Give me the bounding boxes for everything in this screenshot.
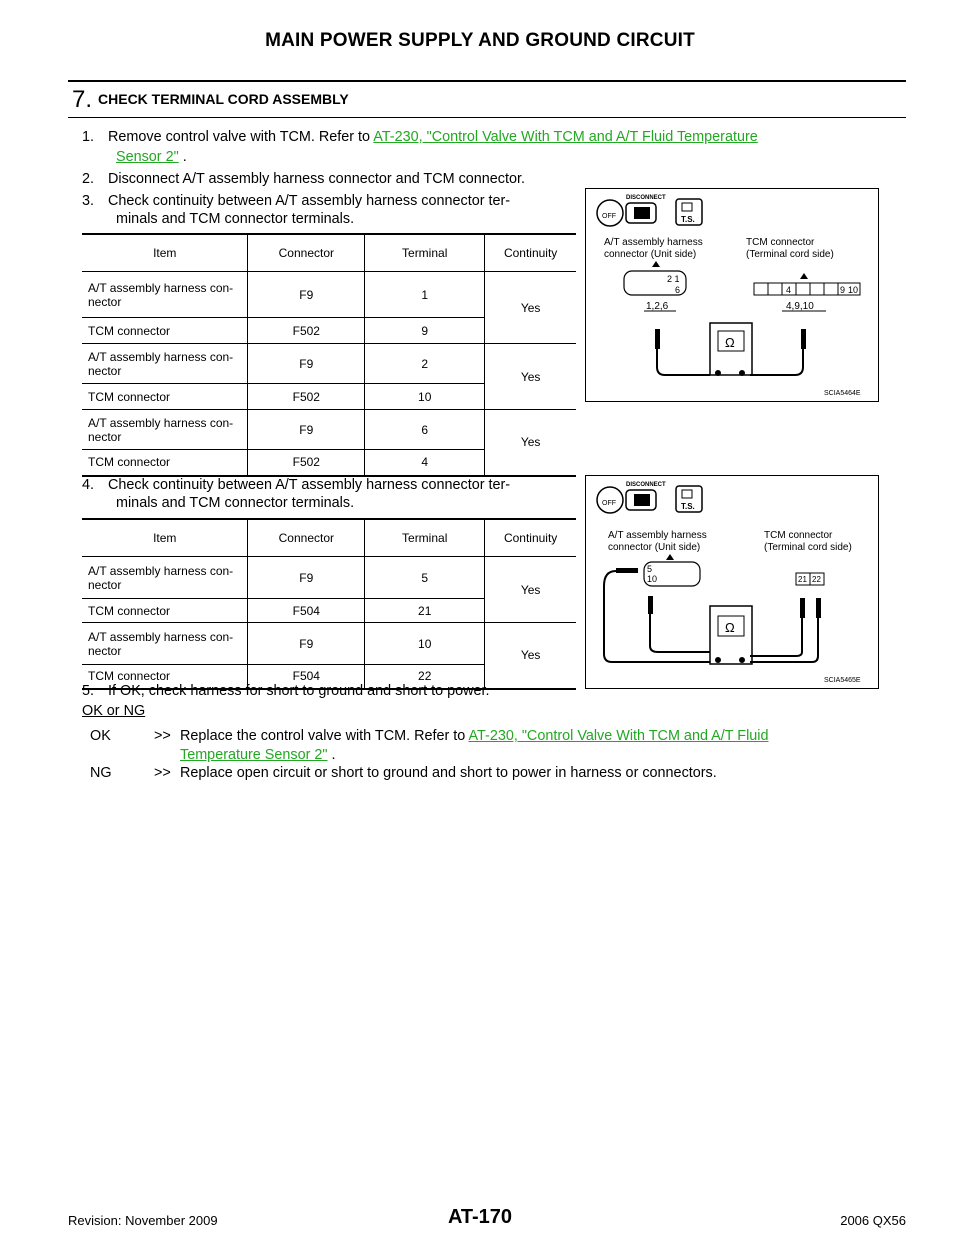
wiring-diagram-2 (585, 475, 879, 689)
page-title: MAIN POWER SUPPLY AND GROUND CIRCUIT (265, 30, 695, 51)
cell-continuity: Yes (485, 410, 576, 476)
cell-item: TCM connector (82, 318, 248, 344)
cell-item: A/T assembly harness con- nector (82, 623, 248, 665)
instruction-4-text: Check continuity between A/T assembly harness connector ter- (108, 477, 511, 493)
col-terminal: Terminal (365, 519, 485, 557)
svg-text:5: 5 (647, 564, 653, 574)
svg-text:DISCONNECT: DISCONNECT (626, 195, 666, 201)
result-ng-code: NG (90, 765, 112, 781)
svg-text:connector (Unit side): connector (Unit side) (604, 249, 697, 260)
cell-continuity: Yes (485, 272, 576, 344)
cell-item: A/T assembly harness con- nector (82, 410, 248, 450)
link-control-valve[interactable]: AT-230, "Control Valve With TCM and A/T Fluid Temperature (373, 129, 758, 145)
cell-terminal: 10 (365, 623, 485, 665)
instruction-4-number: 4. (82, 477, 95, 493)
cell-connector: F502 (248, 450, 365, 476)
instruction-2-number: 2. (82, 171, 95, 187)
cell-connector: F9 (248, 410, 365, 450)
result-ng (90, 764, 890, 784)
instruction-3-cont: minals and TCM connector terminals. (116, 211, 355, 227)
instruction-5-text: If OK, check harness for short to ground and short to power. (108, 683, 490, 699)
svg-text:22: 22 (812, 575, 821, 584)
link-control-valve-ok[interactable]: AT-230, "Control Valve With TCM and A/T Fluid (468, 728, 769, 744)
svg-text:(Terminal cord side): (Terminal cord side) (746, 249, 834, 260)
cell-item: A/T assembly harness con- nector (82, 557, 248, 599)
cell-terminal: 4 (365, 450, 485, 476)
cell-terminal: 1 (365, 272, 485, 318)
instruction-3-text: Check continuity between A/T assembly harness connector ter- (108, 193, 511, 209)
svg-text:6: 6 (675, 285, 681, 295)
instruction-1-number: 1. (82, 129, 95, 145)
cell-continuity: Yes (485, 623, 576, 689)
cell-item: A/T assembly harness con- nector (82, 344, 248, 384)
col-connector: Connector (248, 519, 365, 557)
link-control-valve-ok-cont[interactable]: Temperature Sensor 2" (180, 747, 328, 763)
title-divider (68, 80, 906, 82)
svg-text:T.S.: T.S. (681, 502, 695, 511)
cell-connector: F9 (248, 344, 365, 384)
instruction-1-text: Remove control valve with TCM. Refer to (108, 129, 371, 145)
cell-item: TCM connector (82, 599, 248, 623)
cell-item: TCM connector (82, 450, 248, 476)
result-ok-text: Replace the control valve with TCM. Refer to AT-230, "Control Valve With TCM and A/T Fluid (180, 728, 769, 744)
result-ng-text: Replace open circuit or short to ground and short to power in harness or connectors. (180, 765, 717, 781)
step-title: CHECK TERMINAL CORD ASSEMBLY (98, 91, 349, 107)
svg-text:(Terminal cord side): (Terminal cord side) (764, 542, 852, 553)
instruction-4-cont: minals and TCM connector terminals. (116, 495, 355, 511)
cell-item: TCM connector (82, 384, 248, 410)
result-ok-code: OK (90, 728, 111, 744)
svg-text:Ω: Ω (725, 620, 735, 635)
svg-text:TCM connector: TCM connector (764, 530, 833, 541)
instruction-4 (82, 476, 510, 495)
svg-text:1,2,6: 1,2,6 (646, 301, 669, 312)
cell-terminal: 6 (365, 410, 485, 450)
svg-text:10: 10 (848, 285, 859, 295)
disconnect-connector-icon (597, 195, 666, 226)
svg-text:A/T assembly harness: A/T assembly harness (604, 237, 703, 248)
svg-text:4,9,10: 4,9,10 (786, 301, 814, 312)
cell-terminal: 10 (365, 384, 485, 410)
table-row (82, 272, 576, 318)
cell-connector: F504 (248, 599, 365, 623)
cell-connector: F502 (248, 318, 365, 344)
test-probe-icon (676, 486, 702, 512)
cell-item: TCM connector (82, 665, 248, 689)
col-terminal: Terminal (365, 234, 485, 272)
cell-continuity: Yes (485, 344, 576, 410)
svg-text:4: 4 (786, 285, 792, 295)
result-ok (90, 727, 890, 767)
svg-text:2 1: 2 1 (667, 274, 680, 284)
cell-connector: F502 (248, 384, 365, 410)
col-continuity: Continuity (485, 234, 576, 272)
footer-model: 2006 QX56 (840, 1213, 906, 1228)
cell-terminal: 21 (365, 599, 485, 623)
cell-terminal: 2 (365, 344, 485, 384)
continuity-table-1 (82, 233, 576, 477)
cell-terminal: 22 (365, 665, 485, 689)
disconnect-connector-icon (597, 482, 666, 513)
cell-connector: F9 (248, 272, 365, 318)
svg-text:TCM connector: TCM connector (746, 237, 815, 248)
test-probe-icon (676, 199, 702, 225)
svg-text:OFF: OFF (602, 500, 616, 507)
svg-text:10: 10 (647, 574, 658, 584)
cell-item: A/T assembly harness con- nector (82, 272, 248, 318)
instruction-2-text: Disconnect A/T assembly harness connector and TCM connector. (108, 171, 526, 187)
step-number: 7. (72, 86, 93, 113)
table-row (82, 410, 576, 450)
continuity-table-2 (82, 518, 576, 690)
svg-text:SCIA5465E: SCIA5465E (824, 677, 861, 684)
col-item: Item (82, 519, 248, 557)
svg-text:21: 21 (798, 575, 807, 584)
table-row (82, 344, 576, 384)
instruction-2 (82, 170, 525, 189)
link-control-valve-cont[interactable]: Sensor 2" (116, 149, 179, 165)
svg-text:DISCONNECT: DISCONNECT (626, 482, 666, 488)
instruction-5-number: 5. (82, 683, 95, 699)
cell-connector: F9 (248, 623, 365, 665)
instruction-5 (82, 682, 490, 701)
col-connector: Connector (248, 234, 365, 272)
table-row (82, 623, 576, 665)
svg-text:connector (Unit side): connector (Unit side) (608, 542, 701, 553)
cell-continuity: Yes (485, 557, 576, 623)
instruction-3-number: 3. (82, 193, 95, 209)
footer-revision: Revision: November 2009 (68, 1213, 218, 1228)
svg-text:9: 9 (840, 285, 846, 295)
cell-terminal: 5 (365, 557, 485, 599)
ok-or-ng-heading: OK or NG (82, 703, 146, 719)
result-ok-arrow: >> (154, 728, 171, 744)
instruction-1-cont (116, 148, 187, 167)
instruction-3 (82, 192, 510, 211)
col-continuity: Continuity (485, 519, 576, 557)
result-ok-text-cont: Temperature Sensor 2" . (180, 747, 336, 763)
cell-connector: F9 (248, 557, 365, 599)
cell-terminal: 9 (365, 318, 485, 344)
svg-text:T.S.: T.S. (681, 215, 695, 224)
step-heading (72, 86, 349, 114)
svg-text:A/T assembly harness: A/T assembly harness (608, 530, 707, 541)
table-row (82, 557, 576, 599)
col-item: Item (82, 234, 248, 272)
svg-text:OFF: OFF (602, 213, 616, 220)
result-ng-arrow: >> (154, 765, 171, 781)
instruction-1-end: . (182, 149, 187, 165)
svg-text:Ω: Ω (725, 335, 735, 350)
instruction-1 (82, 128, 758, 147)
footer-page-number: AT-170 (447, 1206, 513, 1228)
step-divider (68, 117, 906, 118)
cell-connector: F504 (248, 665, 365, 689)
wiring-diagram-1 (585, 188, 879, 402)
svg-text:SCIA5464E: SCIA5464E (824, 390, 861, 397)
